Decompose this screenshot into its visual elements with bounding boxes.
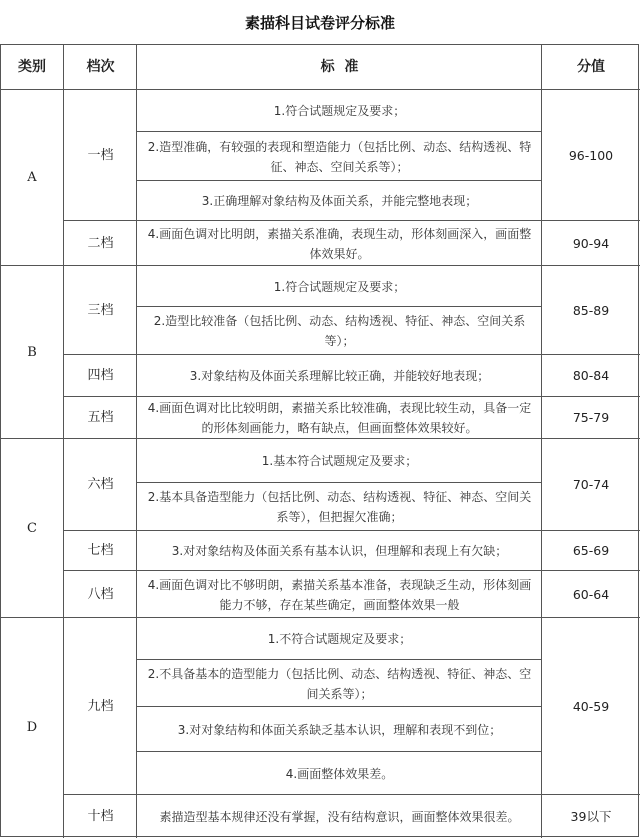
header-standard: 标 准	[320, 59, 359, 75]
criterion-b3-2: 2.造型比较准备（包括比例、动态、结构透视、特征、神态、空间关系等）；	[153, 314, 526, 348]
tier-7: 七档	[87, 543, 114, 558]
criterion-c7-3: 3.对对象结构及体面关系有基本认识，但理解和表现上有欠缺；	[171, 544, 508, 558]
tier-8: 八档	[87, 586, 114, 602]
score-tier-7: 65-69	[572, 543, 610, 558]
criterion-c6-2: 2.基本具备造型能力（包括比例、动态、结构透视、特征、神态、空间关系等），但把握欠准确；	[147, 490, 532, 524]
header-score: 分值	[577, 59, 605, 75]
score-tier-10: 39以下	[570, 808, 612, 824]
tier-9: 九档	[87, 698, 114, 714]
score-tier-3: 85-89	[572, 302, 610, 318]
criterion-a1-2: 2.造型准确，有较强的表现和塑造能力（包括比例、动态、结构透视、特征、神态、空间关系等）；	[147, 139, 532, 174]
category-c: C	[27, 520, 37, 536]
criterion-a1-3: 3.正确理解对象结构及体面关系，并能完整地表现；	[201, 194, 478, 208]
criterion-d10: 素描造型基本规律还没有掌握，没有结构意识，画面整体效果很差。	[159, 809, 520, 824]
criterion-a2-4: 4.画面色调对比明朗，素描关系准确，表现生动，形体刻画深入，画面整体效果好。	[147, 226, 532, 261]
tier-2: 二档	[87, 235, 114, 251]
tier-1: 一档	[87, 147, 114, 163]
criterion-b3-1: 1.符合试题规定及要求；	[273, 279, 406, 294]
tier-5: 五档	[87, 410, 114, 425]
header-tier: 档次	[86, 59, 115, 75]
tier-6: 六档	[87, 477, 114, 492]
page-title: 素描科目试卷评分标准	[244, 13, 395, 32]
tier-3: 三档	[87, 302, 114, 318]
category-a: A	[27, 170, 37, 185]
criterion-b4-3: 3.对象结构及体面关系理解比较正确，并能较好地表现；	[189, 369, 490, 383]
tier-4: 四档	[87, 368, 114, 383]
category-d: D	[26, 720, 38, 735]
criterion-d9-1: 1.不符合试题规定及要求；	[267, 632, 412, 646]
criterion-c6-1: 1.基本符合试题规定及要求；	[261, 454, 418, 468]
category-b: B	[27, 344, 37, 360]
criterion-d9-3: 3.对对象结构和体面关系缺乏基本认识，理解和表现不到位；	[177, 722, 502, 737]
criterion-d9-4: 4.画面整体效果差。	[285, 766, 394, 781]
score-tier-4: 80-84	[572, 368, 610, 383]
criterion-b5-4: 4.画面色调对比比较明朗，素描关系比较准确，表现比较生动，具备一定的形体刻画能力，略有缺点，但画面整体效果较好。	[147, 401, 532, 435]
header-category: 类别	[18, 59, 46, 75]
score-tier-8: 60-64	[572, 586, 610, 602]
criterion-a1-1: 1.符合试题规定及要求；	[273, 104, 406, 118]
score-tier-2: 90-94	[572, 235, 610, 251]
score-tier-1: 96-100	[568, 147, 614, 163]
score-tier-9: 40-59	[572, 698, 610, 714]
criterion-c8-4: 4.画面色调对比不够明朗，素描关系基本准备，表现缺乏生动，形体刻画能力不够，存在某些确定，画面整体效果一般	[147, 577, 532, 612]
score-tier-5: 75-79	[572, 410, 610, 425]
score-tier-6: 70-74	[572, 477, 610, 492]
tier-10: 十档	[87, 808, 114, 824]
criterion-d9-2: 2.不具备基本的造型能力（包括比例、动态、结构透视、特征、神态、空间关系等）；	[147, 666, 532, 701]
